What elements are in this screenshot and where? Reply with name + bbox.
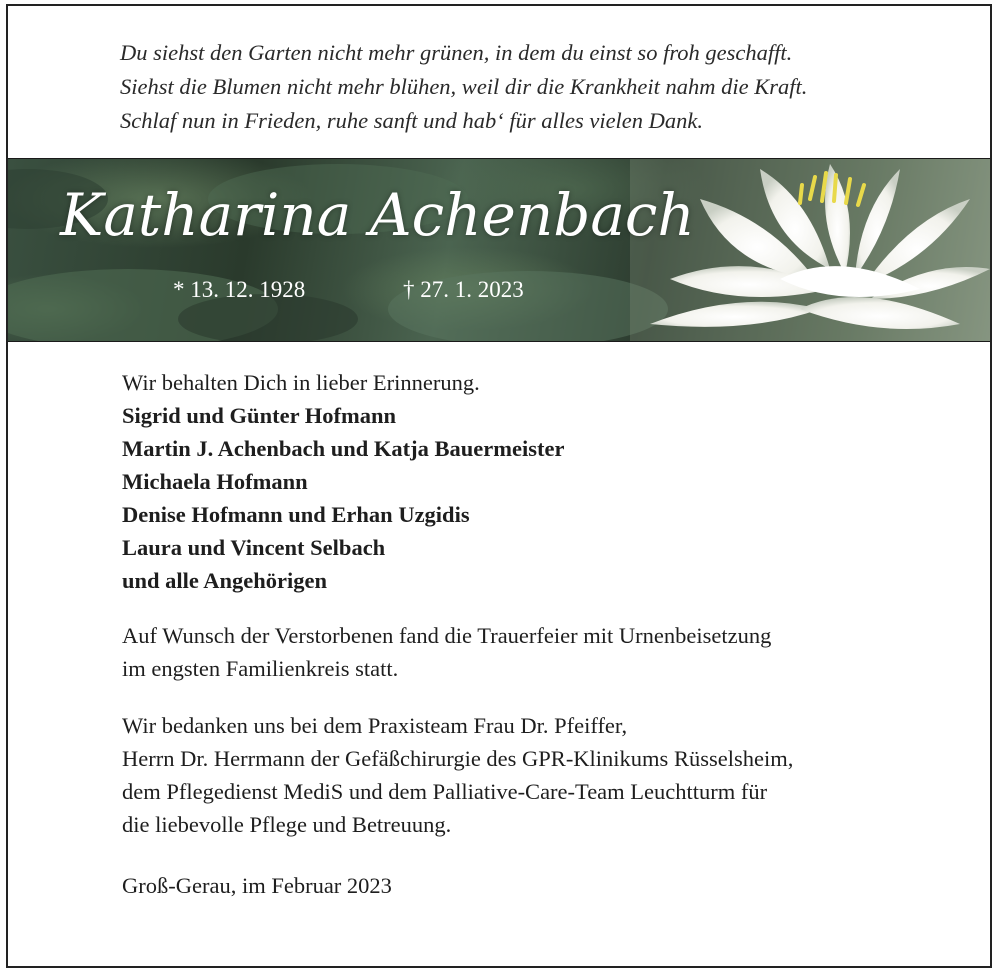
family-member: Martin J. Achenbach und Katja Bauermeister (122, 436, 565, 461)
ceremony-line: im engsten Familienkreis statt. (122, 656, 399, 681)
poem-line: Siehst die Blumen nicht mehr blühen, weil dir die Krankheit nahm die Kraft. (120, 74, 808, 99)
family-member: Michaela Hofmann (122, 469, 308, 494)
ceremony-line: Auf Wunsch der Verstorbenen fand die Trauerfeier mit Urnenbeisetzung (122, 623, 772, 648)
poem-line: Schlaf nun in Frieden, ruhe sanft und hab‘ für alles vielen Dank. (120, 108, 704, 133)
poem (120, 36, 920, 138)
family-member: und alle Angehörigen (122, 568, 328, 593)
deceased-name: Katharina Achenbach (60, 181, 695, 249)
family-member: Denise Hofmann und Erhan Uzgidis (122, 502, 470, 527)
thanks-line: dem Pflegedienst MediS und dem Palliative-Care-Team Leuchtturm für (122, 779, 768, 804)
place-date: Groß-Gerau, im Februar 2023 (122, 873, 392, 898)
birth-date: * 13. 12. 1928 (173, 277, 306, 302)
obituary-body (122, 366, 982, 902)
family-member: Laura und Vincent Selbach (122, 535, 386, 560)
death-date: † 27. 1. 2023 (403, 277, 524, 302)
name-banner (8, 158, 990, 342)
family-member: Sigrid und Günter Hofmann (122, 403, 397, 428)
obituary-frame (6, 4, 992, 968)
thanks-line: Wir bedanken uns bei dem Praxisteam Frau Dr. Pfeiffer, (122, 713, 628, 738)
thanks-line: Herrn Dr. Herrmann der Gefäßchirurgie des GPR-Klinikums Rüsselsheim, (122, 746, 794, 771)
thanks-line: die liebevolle Pflege und Betreuung. (122, 812, 452, 837)
poem-line: Du siehst den Garten nicht mehr grünen, in dem du einst so froh geschafft. (120, 40, 793, 65)
remembrance-text: Wir behalten Dich in lieber Erinnerung. (122, 370, 480, 395)
family-list (122, 399, 982, 597)
